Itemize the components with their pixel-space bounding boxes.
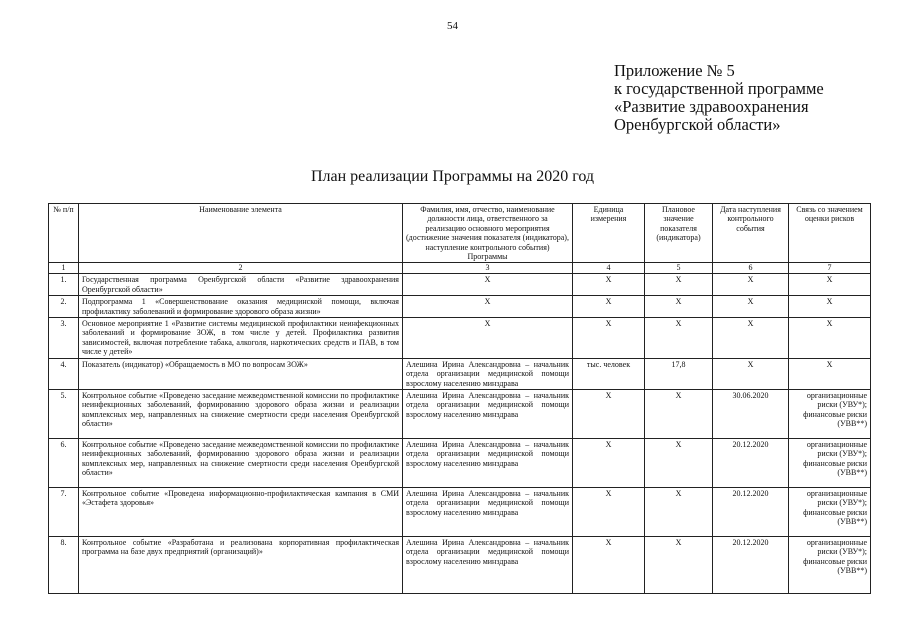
risk-link: X: [789, 274, 871, 296]
appendix-line-1: Приложение № 5: [614, 61, 735, 80]
table-row: [49, 389, 871, 438]
table-row: [49, 318, 871, 359]
responsible: X: [403, 296, 573, 318]
unit: X: [573, 438, 645, 487]
unit: X: [573, 318, 645, 359]
appendix-line-2: к государственной программе: [614, 79, 824, 98]
plan-value: X: [645, 487, 713, 536]
plan-value: X: [645, 389, 713, 438]
table-header-row: [49, 204, 871, 263]
event-date: X: [713, 358, 789, 389]
responsible: X: [403, 274, 573, 296]
responsible: Алешина Ирина Александровна – начальник отдела организации медицинской помощи взрослому населению минздрава: [403, 389, 573, 438]
unit: X: [573, 487, 645, 536]
table-row: [49, 296, 871, 318]
column-number: 3: [403, 263, 573, 274]
page-number: 54: [447, 20, 458, 32]
risk-link: организационные риски (УВУ*); финансовые риски (УВВ**): [789, 536, 871, 593]
table-row: [49, 487, 871, 536]
responsible: Алешина Ирина Александровна – начальник отдела организации медицинской помощи взрослому населению минздрава: [403, 438, 573, 487]
element-name: Контрольное событие «Проведена информационно-профилактическая кампания в СМИ «Эстафета здоровья»: [79, 487, 403, 536]
header-plan-value: Плановое значение показателя (индикатора): [645, 204, 713, 263]
unit: тыс. человек: [573, 358, 645, 389]
element-name: Подпрограмма 1 «Совершенствование оказания медицинской помощи, включая профилактику заболеваний и формирование здорового образа жизни»: [79, 296, 403, 318]
responsible: Алешина Ирина Александровна – начальник отдела организации медицинской помощи взрослому населению минздрава: [403, 536, 573, 593]
responsible: Алешина Ирина Александровна – начальник отдела организации медицинской помощи взрослому населению минздрава: [403, 487, 573, 536]
row-number: 2.: [49, 296, 79, 318]
event-date: 20.12.2020: [713, 487, 789, 536]
row-number: 8.: [49, 536, 79, 593]
row-number: 5.: [49, 389, 79, 438]
event-date: 30.06.2020: [713, 389, 789, 438]
risk-link: X: [789, 358, 871, 389]
document-title: План реализации Программы на 2020 год: [310, 168, 595, 185]
unit: X: [573, 536, 645, 593]
column-number: 5: [645, 263, 713, 274]
table-row: [49, 536, 871, 593]
plan-value: 17,8: [645, 358, 713, 389]
column-number: 6: [713, 263, 789, 274]
element-name: Контрольное событие «Проведено заседание межведомственной комиссии по профилактике неинфекционных заболеваний, формированию здорового образа жизни и реализации комплексных мер, направленных на снижение смертности среди населения Оренбургской области»: [79, 438, 403, 487]
table-row: [49, 438, 871, 487]
unit: X: [573, 389, 645, 438]
appendix-line-3: «Развитие здравоохранения: [614, 97, 809, 116]
row-number: 6.: [49, 438, 79, 487]
column-number: 1: [49, 263, 79, 274]
element-name: Контрольное событие «Разработана и реализована корпоративная профилактическая программа на базе двух предприятий (организаций)»: [79, 536, 403, 593]
appendix-heading: [614, 62, 824, 134]
plan-value: X: [645, 438, 713, 487]
element-name: Показатель (индикатор) «Обращаемость в МО по вопросам ЗОЖ»: [79, 358, 403, 389]
element-name: Основное мероприятие 1 «Развитие системы медицинской профилактики неинфекционных заболеваний и формирование ЗОЖ, в том числе у детей. Профилактика развития зависимостей, включая потребление табака, алкоголя, наркотических средств и ПАВ, в том числе у детей»: [79, 318, 403, 359]
column-number: 2: [79, 263, 403, 274]
risk-link: X: [789, 296, 871, 318]
risk-link: организационные риски (УВУ*); финансовые риски (УВВ**): [789, 487, 871, 536]
row-number: 7.: [49, 487, 79, 536]
row-number: 4.: [49, 358, 79, 389]
plan-table: [48, 203, 871, 594]
table-row: [49, 274, 871, 296]
header-num: № п/п: [49, 204, 79, 263]
risk-link: организационные риски (УВУ*); финансовые риски (УВВ**): [789, 389, 871, 438]
element-name: Государственная программа Оренбургской области «Развитие здравоохранения Оренбургской области»: [79, 274, 403, 296]
event-date: 20.12.2020: [713, 438, 789, 487]
event-date: X: [713, 274, 789, 296]
element-name: Контрольное событие «Проведено заседание межведомственной комиссии по профилактике неинфекционных заболеваний, формированию здорового образа жизни и реализации комплексных мер, направленных на снижение смертности среди населения Оренбургской области»: [79, 389, 403, 438]
header-responsible: Фамилия, имя, отчество, наименование должности лица, ответственного за реализацию основного мероприятия (достижение значения показателя (индикатора), наступление контрольного события) Программы: [403, 204, 573, 263]
responsible: X: [403, 318, 573, 359]
risk-link: организационные риски (УВУ*); финансовые риски (УВВ**): [789, 438, 871, 487]
event-date: X: [713, 296, 789, 318]
unit: X: [573, 296, 645, 318]
event-date: X: [713, 318, 789, 359]
plan-value: X: [645, 296, 713, 318]
header-unit: Единица измерения: [573, 204, 645, 263]
risk-link: X: [789, 318, 871, 359]
plan-value: X: [645, 536, 713, 593]
event-date: 20.12.2020: [713, 536, 789, 593]
column-number: 4: [573, 263, 645, 274]
plan-value: X: [645, 318, 713, 359]
row-number: 3.: [49, 318, 79, 359]
responsible: Алешина Ирина Александровна – начальник отдела организации медицинской помощи взрослому населению минздрава: [403, 358, 573, 389]
column-number-row: [49, 263, 871, 274]
table-row: [49, 358, 871, 389]
appendix-line-4: Оренбургской области»: [614, 115, 781, 134]
unit: X: [573, 274, 645, 296]
header-element-name: Наименование элемента: [79, 204, 403, 263]
plan-value: X: [645, 274, 713, 296]
row-number: 1.: [49, 274, 79, 296]
column-number: 7: [789, 263, 871, 274]
header-risk-link: Связь со значением оценки рисков: [789, 204, 871, 263]
header-event-date: Дата наступления контрольного события: [713, 204, 789, 263]
